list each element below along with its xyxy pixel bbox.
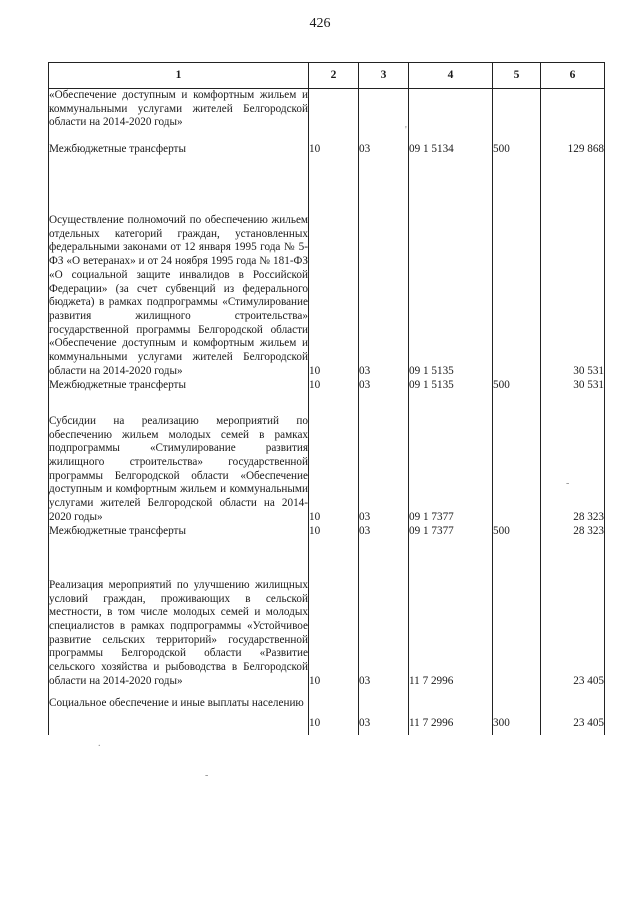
scan-speck: - — [205, 770, 209, 781]
row-amount: 30 531 — [541, 379, 605, 403]
table-row — [49, 525, 605, 549]
row-amount: 23 405 — [541, 689, 605, 735]
table-header-row — [49, 63, 605, 89]
row-expense-type: 500 — [493, 379, 541, 403]
row-section: 10 — [309, 403, 359, 525]
scan-speck: . — [98, 738, 101, 749]
row-subsection: 03 — [359, 689, 409, 735]
row-target-code: 09 1 5135 — [409, 165, 493, 379]
row-target-code: 09 1 7377 — [409, 525, 493, 549]
row-subsection: 03 — [359, 165, 409, 379]
row-amount: 30 531 — [541, 165, 605, 379]
table-row — [49, 143, 605, 165]
row-amount: 28 323 — [541, 525, 605, 549]
budget-table — [48, 62, 605, 735]
column-header-5: 5 — [493, 63, 541, 89]
row-name: Межбюджетные трансферты — [49, 143, 309, 165]
page-number: 426 — [309, 16, 331, 31]
row-subsection: 03 — [359, 379, 409, 403]
row-name: Межбюджетные трансферты — [49, 525, 309, 549]
row-target-code: 11 7 2996 — [409, 689, 493, 735]
row-subsection: 03 — [359, 549, 409, 689]
table-row — [49, 403, 605, 525]
row-name: Реализация мероприятий по улучшению жилищных условий граждан, проживающих в сельской местности, в том числе молодых семей и молодых специалистов в рамках подпрограммы «Устойчивое развитие сельских территорий» государственной программы Белгородской области «Развитие сельского хозяйства и рыбоводства в Белгородской области на 2014-2020 годы» — [49, 549, 309, 689]
row-target-code: 09 1 7377 — [409, 403, 493, 525]
row-expense-type — [493, 403, 541, 525]
table-row — [49, 379, 605, 403]
row-name: «Обеспечение доступным и комфортным жильем и коммунальными услугами жителей Белгородской области на 2014-2020 годы» — [49, 89, 309, 143]
row-section — [309, 89, 359, 143]
row-target-code — [409, 89, 493, 143]
row-expense-type: 500 — [493, 525, 541, 549]
row-subsection: 03 — [359, 143, 409, 165]
table-row — [49, 549, 605, 689]
column-header-4: 4 — [409, 63, 493, 89]
row-expense-type — [493, 89, 541, 143]
row-target-code: 09 1 5135 — [409, 379, 493, 403]
row-amount: 129 868 — [541, 143, 605, 165]
row-expense-type: 500 — [493, 143, 541, 165]
table-row — [49, 165, 605, 379]
column-header-2: 2 — [309, 63, 359, 89]
row-name: Межбюджетные трансферты — [49, 379, 309, 403]
scan-speck: - — [566, 478, 570, 489]
row-section: 10 — [309, 379, 359, 403]
column-header-6: 6 — [541, 63, 605, 89]
row-section: 10 — [309, 689, 359, 735]
table-row — [49, 689, 605, 735]
row-expense-type — [493, 549, 541, 689]
row-expense-type: 300 — [493, 689, 541, 735]
budget-table-wrapper — [48, 62, 604, 735]
scan-speck: ' — [405, 125, 407, 136]
column-header-1: 1 — [49, 63, 309, 89]
row-target-code: 09 1 5134 — [409, 143, 493, 165]
row-section: 10 — [309, 143, 359, 165]
row-section: 10 — [309, 525, 359, 549]
table-row — [49, 89, 605, 143]
row-subsection — [359, 89, 409, 143]
row-name: Осуществление полномочий по обеспечению жильем отдельных категорий граждан, установленных федеральными законами от 12 января 1995 года № 5-ФЗ «О ветеранах» и от 24 ноября 1995 года № 181-ФЗ «О социальной защите инвалидов в Российской Федерации» (за счет субвенций из федерального бюджета) в рамках подпрограммы «Стимулирование развития жилищного строительства» государственной программы Белгородской области «Обеспечение доступным и комфортным жильем и коммунальными услугами жителей Белгородской области на 2014-2020 годы» — [49, 165, 309, 379]
row-amount: 28 323 — [541, 403, 605, 525]
row-section: 10 — [309, 165, 359, 379]
row-subsection: 03 — [359, 525, 409, 549]
row-target-code: 11 7 2996 — [409, 549, 493, 689]
column-header-3: 3 — [359, 63, 409, 89]
row-expense-type — [493, 165, 541, 379]
row-name: Социальное обеспечение и иные выплаты населению — [49, 689, 309, 735]
row-amount: 23 405 — [541, 549, 605, 689]
row-section: 10 — [309, 549, 359, 689]
row-amount — [541, 89, 605, 143]
row-name: Субсидии на реализацию мероприятий по обеспечению жильем молодых семей в рамках подпрограммы «Стимулирование развития жилищного строительства» государственной программы Белгородской области «Обеспечение доступным и комфортным жильем и коммунальными услугами жителей Белгородской области на 2014-2020 годы» — [49, 403, 309, 525]
row-subsection: 03 — [359, 403, 409, 525]
